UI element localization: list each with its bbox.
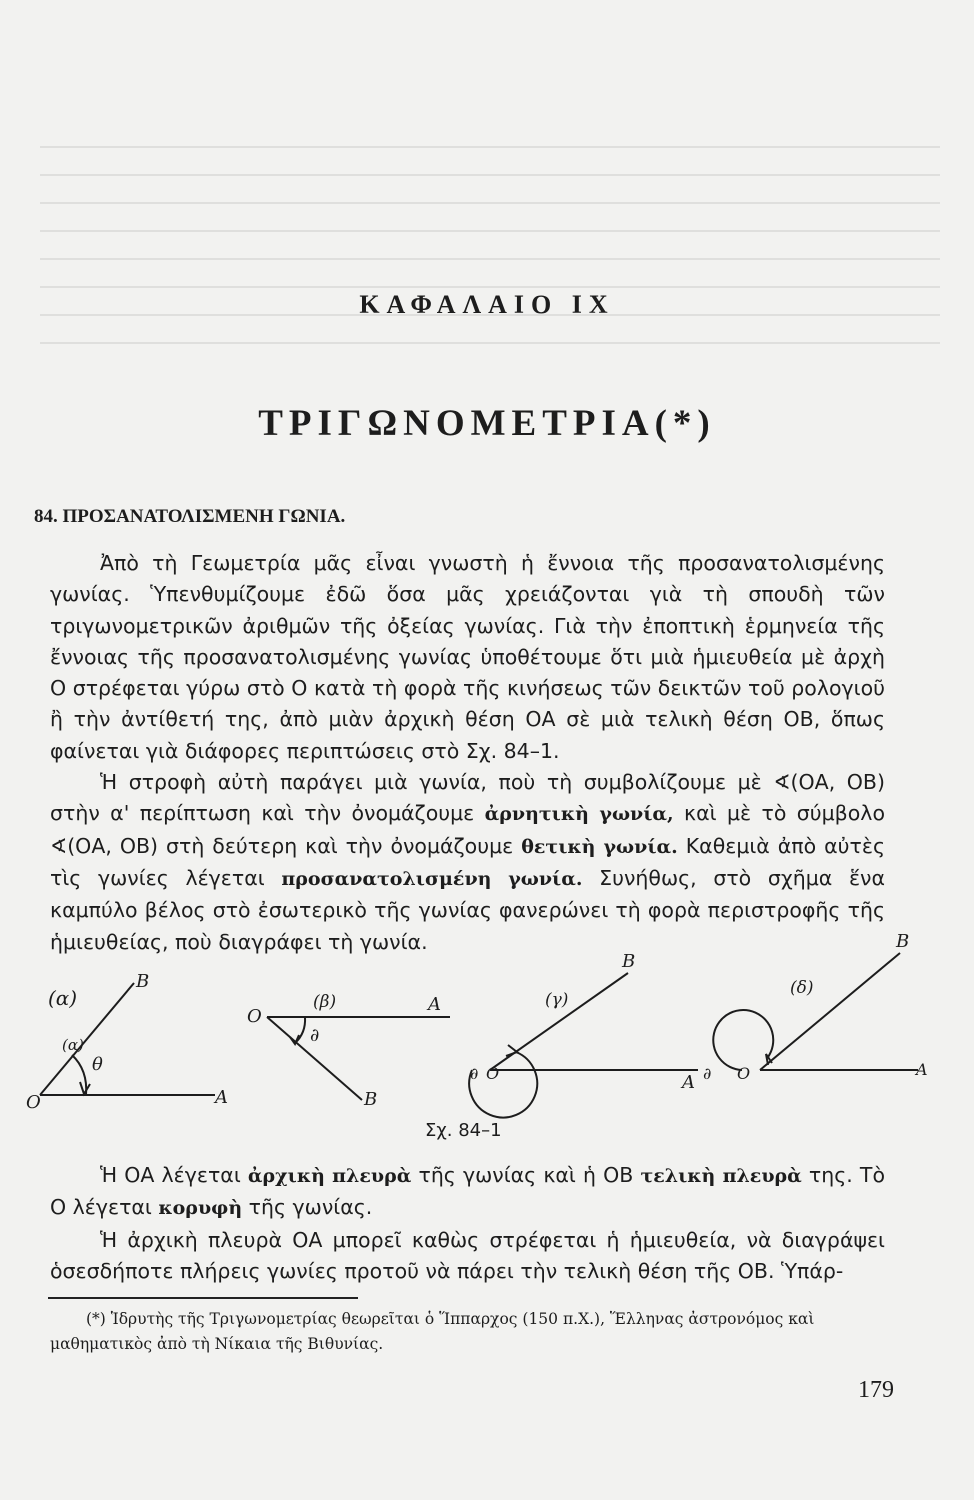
case-a-angle-label: (α)	[62, 1036, 84, 1054]
footnote: (*) Ἱδρυτὴς τῆς Τριγωνομετρίας θεωρεῖται ὁ Ἵππαρχος (150 π.Χ.), Ἕλληνας ἀστρονόμος καὶ μαθηματικὸς ἀπὸ τὴ Νίκαια τῆς Βιθυνίας.	[50, 1310, 815, 1353]
case-c-point-a-label: A	[682, 1072, 695, 1093]
case-b-point-a-label: A	[428, 994, 441, 1015]
case-c-theta: ∂	[470, 1064, 479, 1083]
paragraph-rotations: Ἡ ἀρχικὴ πλευρὰ ΟΑ μπορεῖ καθὼς στρέφεται ἡ ἡμιευθεία, νὰ διαγράψει ὁσεσδήποτε πλήρεις γωνίες προτοῦ νὰ πάρει τὴν τελικὴ θέση τῆς ΟΒ. Ὑπάρ-	[50, 1227, 885, 1283]
case-c-label: (γ)	[545, 990, 569, 1010]
case-d-point-a-label: A	[916, 1060, 928, 1079]
chapter-heading: ΚΑΦΑΛΑΙΟ ΙΧ	[359, 290, 615, 319]
term-initial-side: ἀρχικὴ πλευρὰ	[247, 1165, 412, 1187]
angle-symbol: ∢	[50, 833, 68, 858]
body-text-top	[50, 548, 885, 958]
term-oriented-angle: προσανατολισμένη γωνία.	[281, 867, 583, 890]
case-c-vertex-label: O	[486, 1064, 500, 1083]
case-d-label: (δ)	[790, 978, 814, 998]
term-vertex: κορυφὴ	[158, 1197, 243, 1220]
case-b-theta: ∂	[310, 1025, 320, 1046]
page-number: 179	[858, 1377, 894, 1403]
case-a-theta: θ	[92, 1054, 103, 1075]
term-negative-angle: ἀρνητικὴ γωνία,	[484, 803, 674, 826]
bleed-through-background	[40, 120, 940, 380]
case-a-vertex-label: O	[26, 1092, 41, 1113]
figure-case-a	[26, 971, 228, 1113]
footnote-rule	[48, 1297, 358, 1299]
paragraph-sides: Ἡ ΟΑ λέγεται ἀρχικὴ πλευρὰ τῆς γωνίας καὶ ἡ ΟΒ τελικὴ πλευρὰ της. Τὸ Ο λέγεται κορυφὴ τῆς γωνίας.	[50, 1163, 885, 1220]
case-a-point-b-label: B	[136, 971, 150, 992]
case-c-point-b-label: B	[622, 951, 636, 972]
figure-case-b	[247, 992, 450, 1110]
angle-symbol: ∢	[773, 770, 791, 795]
case-b-point-b-label: B	[364, 1089, 378, 1110]
figure-84-1	[0, 931, 974, 1145]
paragraph-intro: Ἀπὸ τὴ Γεωμετρία μᾶς εἶναι γνωστὴ ἡ ἔννοια τῆς προσανατολισμένης γωνίας. Ὑπενθυμίζουμε ἐδῶ ὅσα μᾶς χρειάζονται γιὰ τὴ σπουδὴ τῶν τριγωνομετρικῶν ἀριθμῶν τῆς ὀξείας γωνίας. Γιὰ τὴν ἐποπτικὴ ἑρμηνεία τῆς ἔννοιας τῆς προσανατολισμένης γωνίας ὑποθέτουμε ὅτι μιὰ ἡμιευθεία μὲ ἀρχὴ Ο στρέφεται γύρω στὸ Ο κατὰ τὴ φορὰ τῆς κινήσεως τῶν δεικτῶν τοῦ ρολογιοῦ ἢ τὴν ἀντίθετή της, ἀπὸ μιὰν ἀρχικὴ θέση ΟΑ σὲ μιὰ τελικὴ θέση ΟΒ, ὅπως φαίνεται γιὰ διάφορες περιπτώσεις στὸ Σχ. 84–1.	[50, 551, 885, 763]
figure-caption: Σχ. 84–1	[425, 1120, 502, 1141]
case-a-label: (α)	[48, 986, 78, 1010]
case-d-theta: ∂	[703, 1064, 712, 1083]
page-title: ΤΡΙΓΩΝΟΜΕΤΡΙΑ(*)	[258, 403, 716, 444]
term-positive-angle: θετικὴ γωνία.	[521, 835, 678, 858]
case-a-point-a-label: A	[215, 1087, 228, 1108]
case-b-label: (β)	[313, 992, 337, 1012]
body-text-bottom	[50, 1160, 885, 1287]
figure-case-c	[469, 951, 698, 1118]
section-heading: 84. ΠΡΟΣΑΝΑΤΟΛΙΣΜΕΝΗ ΓΩΝΙΑ.	[34, 506, 346, 527]
case-d-point-b-label: B	[896, 931, 910, 952]
term-terminal-side: τελικὴ πλευρὰ	[640, 1165, 802, 1187]
figure-case-d	[703, 931, 928, 1083]
case-b-vertex-label: O	[247, 1006, 262, 1027]
paragraph-definition: Ἡ στροφὴ αὐτὴ παράγει μιὰ γωνία, ποὺ τὴ συμβολίζουμε μὲ ∢(ΟΑ, ΟΒ) στὴν α' περίπτωση καὶ τὴν ὀνομάζουμε ἀρνητικὴ γωνία, καὶ μὲ τὸ σύμβολο ∢(ΟΑ, ΟΒ) στὴ δεύτερη καὶ τὴν ὀνομάζουμε θετικὴ γωνία. Καθεμιὰ ἀπὸ αὐτὲς τὶς γωνίες λέγεται προσανατολισμένη γωνία. Συνήθως, στὸ σχῆμα ἕνα καμπύλο βέλος στὸ ἐσωτερικὸ τῆς γωνίας φανερώνει τὴ φορὰ περιστροφῆς τῆς ἡμιευθείας, ποὺ διαγράφει τὴ γωνία.	[50, 770, 885, 954]
case-d-vertex-label: O	[737, 1064, 751, 1083]
